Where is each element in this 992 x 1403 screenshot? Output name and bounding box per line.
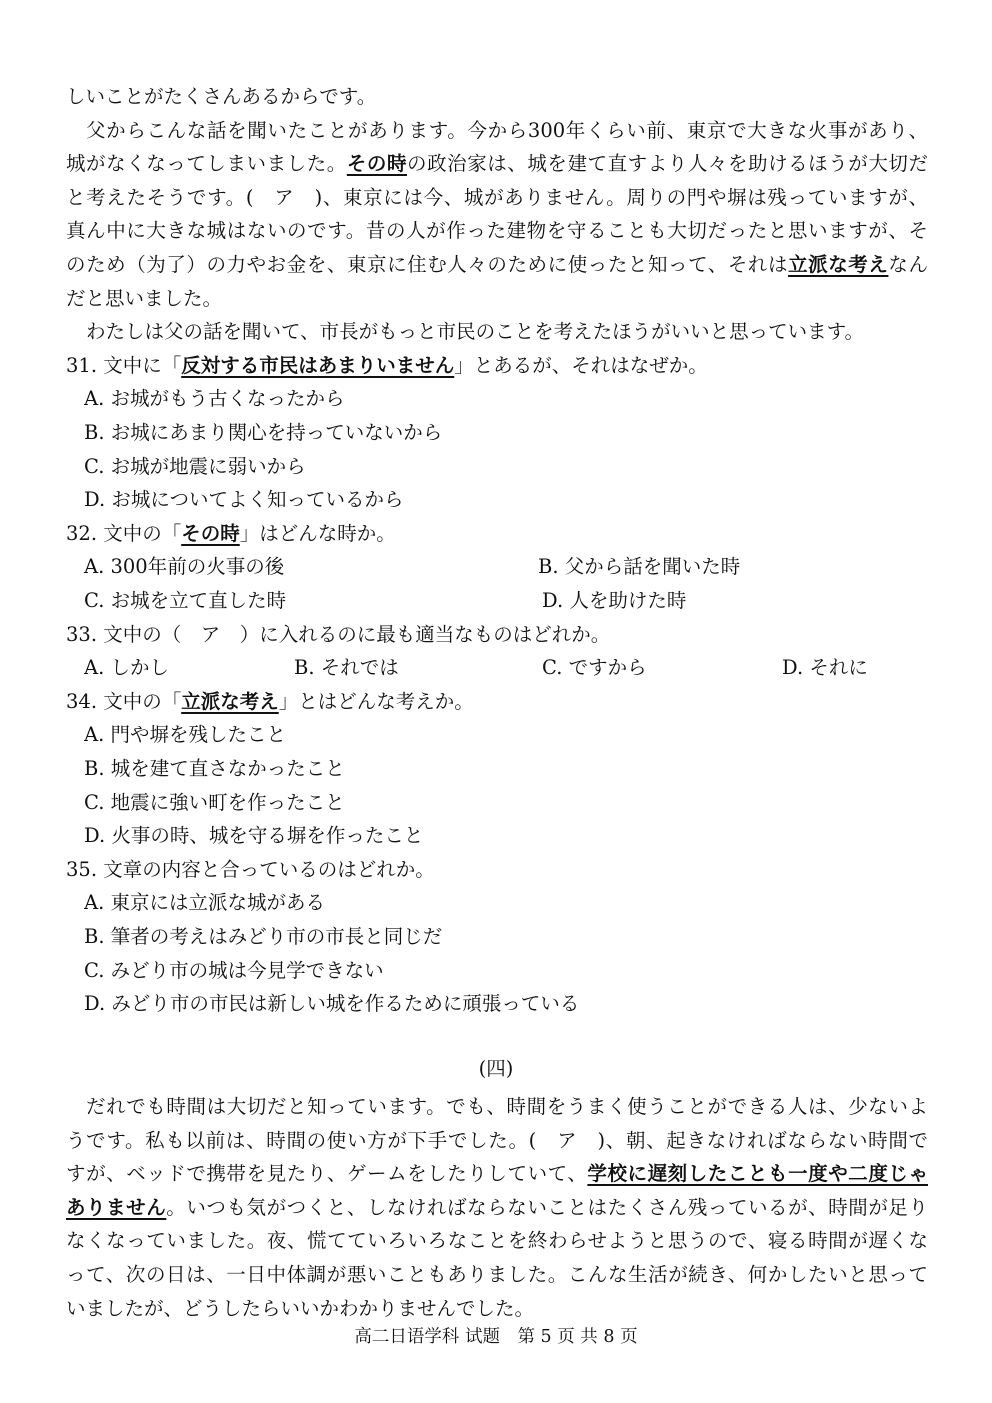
underlined-phrase: その時 xyxy=(346,152,408,176)
stem-text: 」はどんな時か。 xyxy=(239,521,396,545)
stem-text: 32. 文中の「 xyxy=(66,521,182,545)
q33-option-c: C. ですから xyxy=(542,656,647,680)
passage-line: しいことがたくさんあるからです。 xyxy=(66,85,377,108)
question-32-stem xyxy=(66,517,928,551)
q35-option-d: D. みどり市の市民は新しい城を作るために頑張っている xyxy=(84,992,580,1016)
question-34-stem xyxy=(66,685,928,719)
stem-text: 」とはどんな考えか。 xyxy=(278,689,474,713)
passage-line xyxy=(66,147,928,181)
section-heading: (四) xyxy=(478,1057,514,1080)
q35-option-c: C. みどり市の城は今見学できない xyxy=(84,958,384,982)
q34-option-d: D. 火事の時、城を守る塀を作ったこと xyxy=(84,824,424,848)
q32-option-c: C. お城を立て直した時 xyxy=(84,589,287,612)
passage-line: と考えたそうです。( ア )、東京には今、城がありません。周りの門や塀は残っていますが、 xyxy=(66,185,928,209)
q33-option-b: B. それでは xyxy=(294,656,399,680)
question-31-stem xyxy=(66,349,928,383)
passage-line xyxy=(66,248,928,282)
page-footer: 高二日语学科 试题 第 5 页 共 8 页 xyxy=(354,1327,638,1347)
passage-line: だれでも時間は大切だと知っています。でも、時間をうまく使うことができる人は、少ないよ xyxy=(86,1095,928,1118)
stem-text: 34. 文中の「 xyxy=(66,689,182,713)
q34-option-b: B. 城を建て直さなかったこと xyxy=(84,757,345,780)
passage-text: のため（为了）の力やお金を、東京に住む人々のために使ったと知って、それは xyxy=(66,253,789,276)
q33-option-a: A. しかし xyxy=(84,656,169,680)
underlined-phrase: 反対する市民はあまりいません xyxy=(181,353,455,377)
underlined-phrase: その時 xyxy=(181,521,240,545)
passage-line: わたしは父の話を聞いて、市長がもっと市民のことを考えたほうがいいと思っています。 xyxy=(86,320,865,344)
passage-text: 。いつも気がつくと、しなければならないことはたくさん残っているが、時間が足り xyxy=(166,1195,928,1219)
passage-text: の政治家は、城を建て直すより人々を助けるほうが大切だ xyxy=(407,152,928,176)
underlined-phrase: ありません xyxy=(66,1195,167,1219)
passage-line: なくなっていました。夜、慌てていろいろなことを終わらせようと思うので、寝る時間が遅くな xyxy=(66,1229,928,1253)
q31-option-c: C. お城が地震に弱いから xyxy=(84,454,306,478)
passage-line: 父からこんな話を聞いたことがあります。今から300年くらい前、東京で大きな火事があり、 xyxy=(86,118,928,142)
question-33-stem: 33. 文中の（ ア ）に入れるのに最も適当なものはどれか。 xyxy=(66,622,611,646)
passage-text: なん xyxy=(888,253,928,276)
passage-line: 真ん中に大きな城はないのです。昔の人が作った建物を守ることも大切だったと思いますが、そ xyxy=(66,219,928,243)
q31-option-d: D. お城についてよく知っているから xyxy=(84,488,404,512)
q33-option-d: D. それに xyxy=(782,656,868,680)
underlined-phrase: 学校に遅刻したことも一度や二度じゃ xyxy=(587,1162,928,1186)
stem-text: 」とあるが、それはなぜか。 xyxy=(454,353,708,377)
passage-line: って、次の日は、一日中体調が悪いこともありました。こんな生活が続き、何かしたいと思って xyxy=(66,1263,928,1286)
q35-option-b: B. 筆者の考えはみどり市の市長と同じだ xyxy=(84,925,443,948)
underlined-phrase: 立派な考え xyxy=(788,253,889,276)
passage-line: うです。私も以前は、時間の使い方が下手でした。( ア )、朝、起きなければならない時間で xyxy=(66,1128,928,1152)
passage-line: だと思いました。 xyxy=(66,286,223,310)
passage-line xyxy=(66,1157,928,1191)
q34-option-c: C. 地震に強い町を作ったこと xyxy=(84,790,345,814)
q32-option-b: B. 父から話を聞いた時 xyxy=(538,555,741,579)
passage-line: いましたが、どうしたらいいかわかりませんでした。 xyxy=(66,1296,535,1320)
stem-text: 31. 文中に「 xyxy=(66,353,182,377)
q31-option-b: B. お城にあまり関心を持っていないから xyxy=(84,421,443,444)
underlined-phrase: 立派な考え xyxy=(181,689,279,713)
q31-option-a: A. お城がもう古くなったから xyxy=(84,387,345,411)
q32-option-a: A. 300年前の火事の後 xyxy=(84,555,285,579)
q35-option-a: A. 東京には立派な城がある xyxy=(84,891,325,915)
passage-text: 城がなくなってしまいました。 xyxy=(66,152,347,176)
passage-text: すが、ベッドで携帯を見たり、ゲームをしたりしていて、 xyxy=(66,1162,588,1186)
question-35-stem: 35. 文章の内容と合っているのはどれか。 xyxy=(66,857,435,881)
passage-line xyxy=(66,1191,928,1225)
q34-option-a: A. 門や塀を残したこと xyxy=(84,723,286,747)
q32-option-d: D. 人を助けた時 xyxy=(542,589,687,612)
